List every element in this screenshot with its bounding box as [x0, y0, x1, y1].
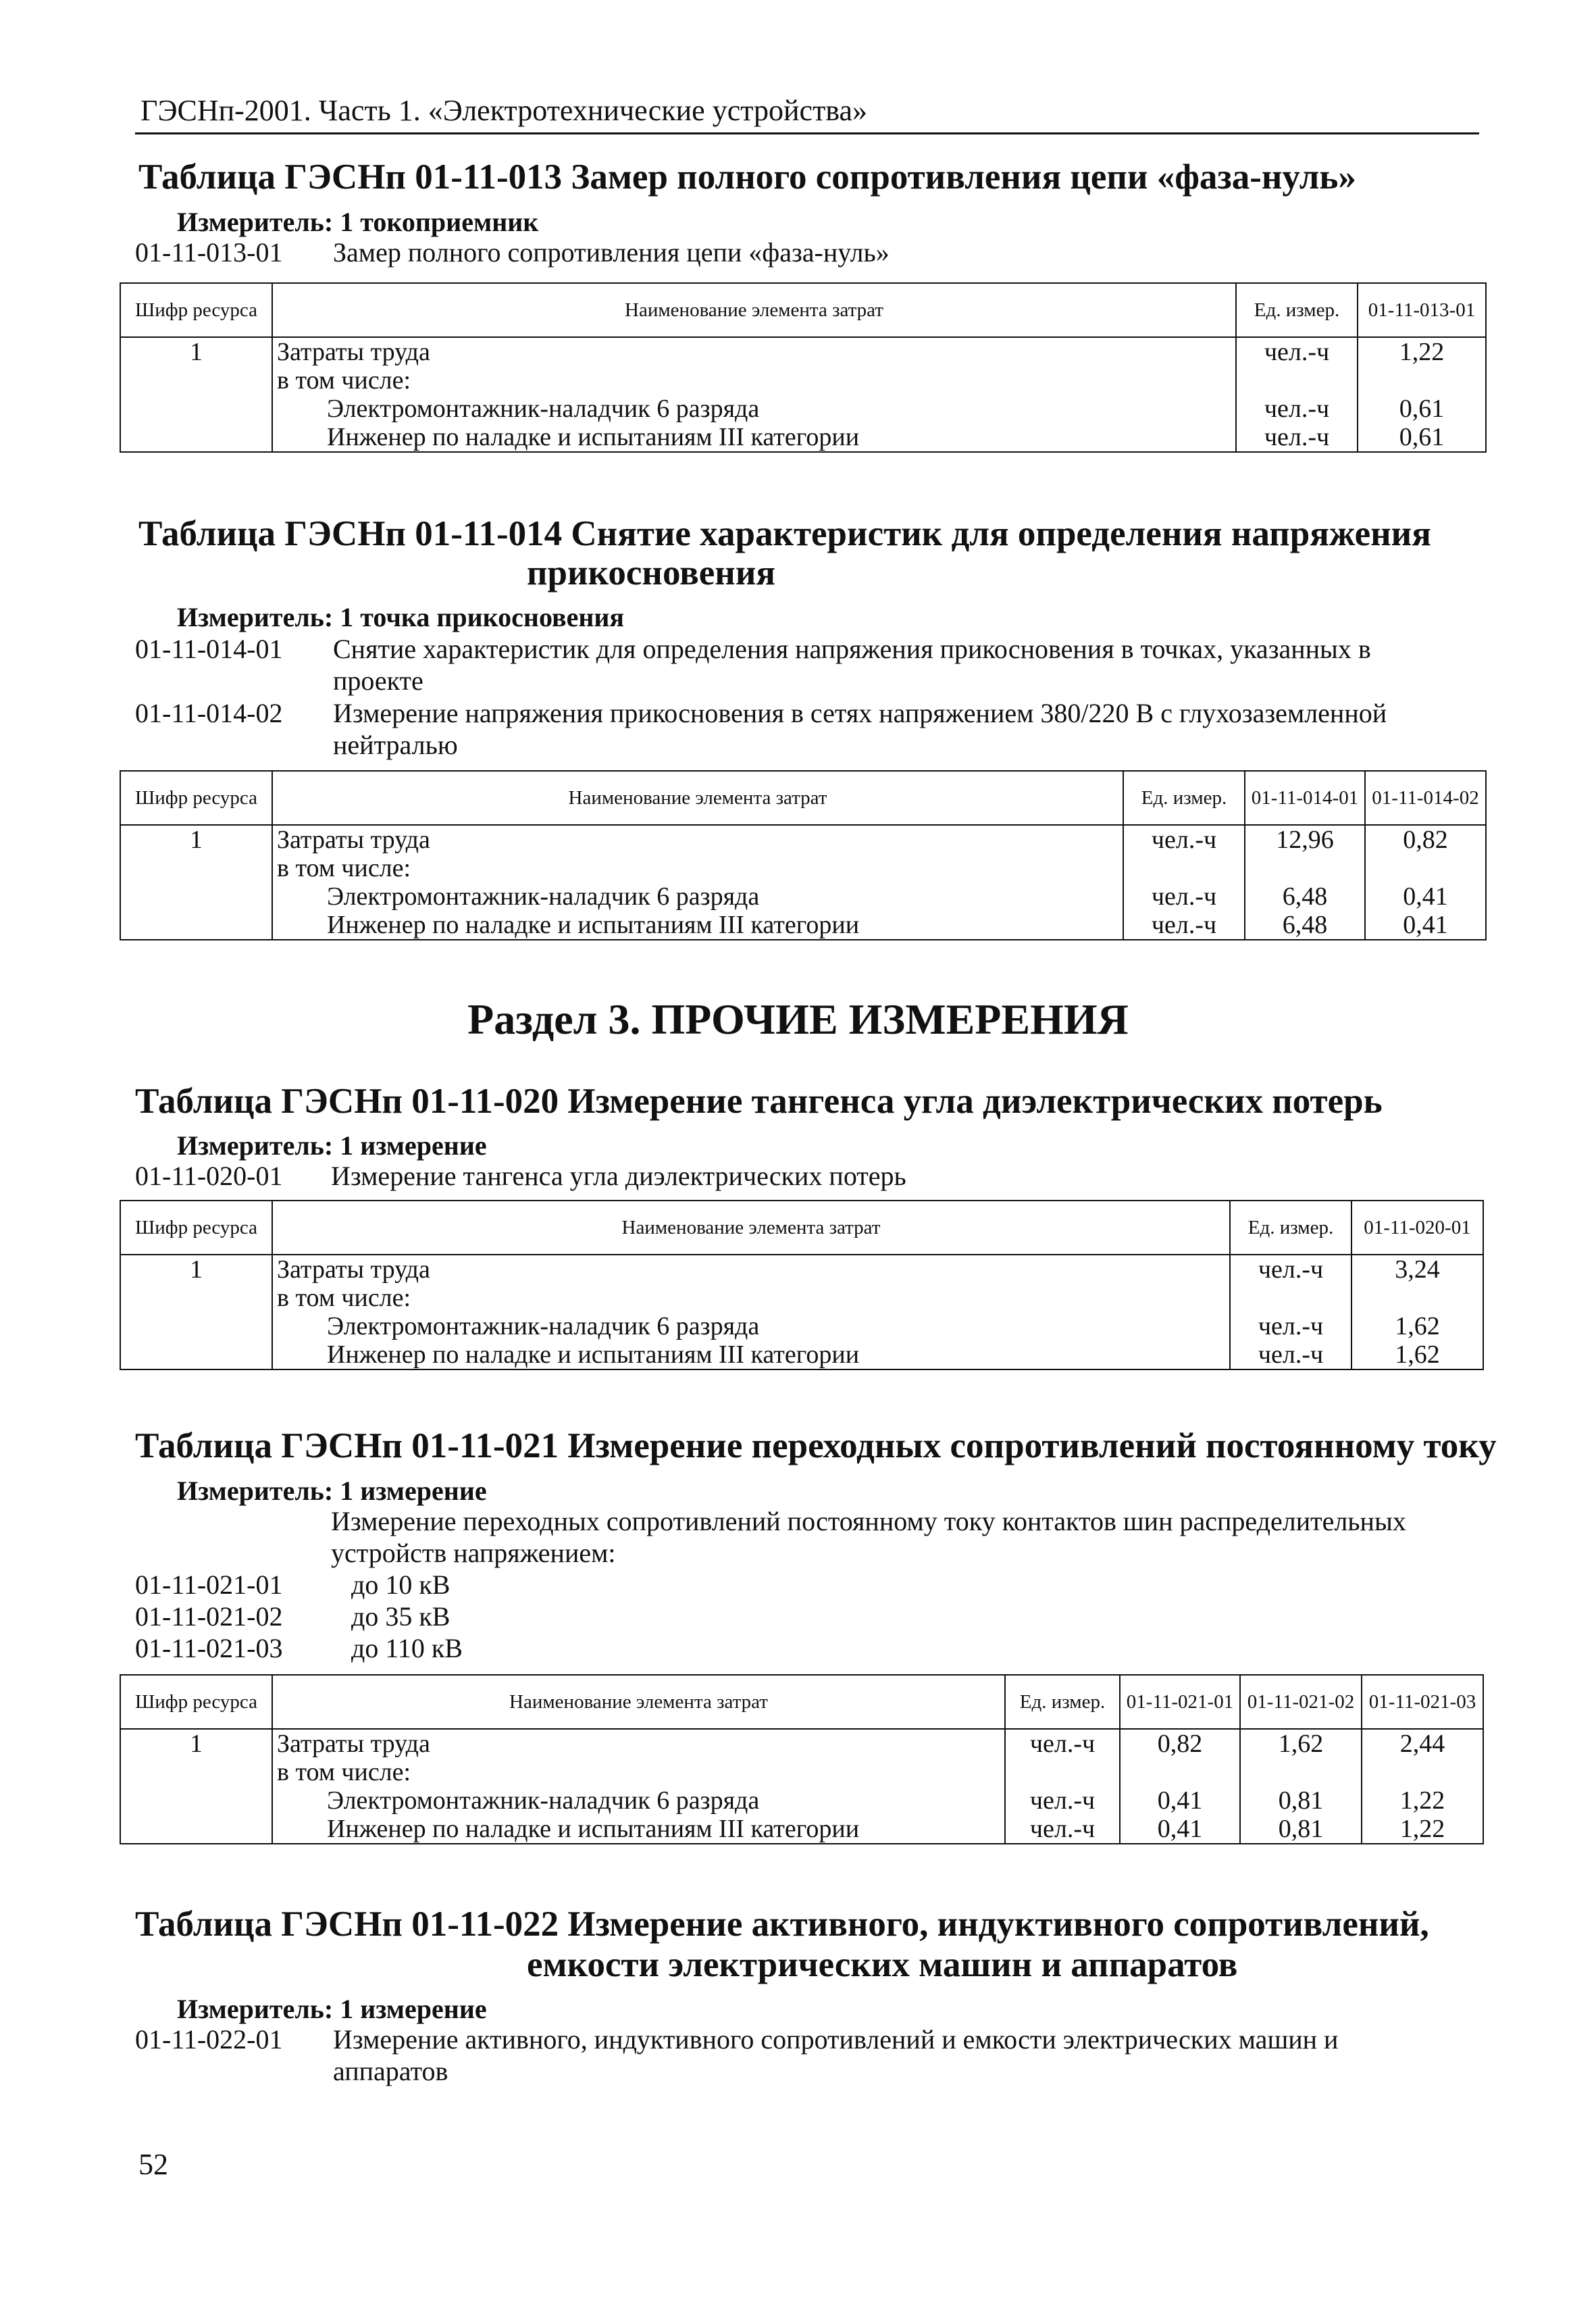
- row-code: [120, 1758, 272, 1786]
- section-title: Раздел 3. ПРОЧИЕ ИЗМЕРЕНИЯ: [467, 995, 1129, 1043]
- row-name: Электромонтажник-наладчик 6 разряда: [272, 1786, 1005, 1815]
- row-unit: чел.-ч: [1005, 1729, 1120, 1758]
- row-value: 0,41: [1365, 911, 1486, 940]
- row-unit: [1123, 854, 1245, 882]
- row-name: Инженер по наладке и испытаниям III категории: [272, 911, 1123, 940]
- row-name: Затраты труда: [272, 825, 1123, 854]
- table-022-item-text: Измерение активного, индуктивного сопротивлений и емкости электрических машин и аппаратов: [333, 2024, 1339, 2086]
- row-unit: чел.-ч: [1236, 423, 1358, 452]
- row-value: 1,22: [1358, 337, 1486, 366]
- row-code: [120, 1815, 272, 1844]
- row-value: 1,62: [1352, 1340, 1483, 1369]
- row-unit: чел.-ч: [1123, 825, 1245, 854]
- row-value: 0,41: [1120, 1786, 1240, 1815]
- table-014-item-code: 01-11-014-01: [135, 634, 283, 664]
- header-unit: Ед. измер.: [1236, 283, 1358, 337]
- header-name: Наименование элемента затрат: [272, 283, 1236, 337]
- table-021-item-code: 01-11-021-02: [135, 1601, 283, 1632]
- row-value: [1358, 366, 1486, 395]
- row-unit: чел.-ч: [1005, 1786, 1120, 1815]
- row-value: [1120, 1758, 1240, 1786]
- row-code: [120, 395, 272, 423]
- row-unit: [1005, 1758, 1120, 1786]
- header-unit: Ед. измер.: [1230, 1201, 1352, 1255]
- row-unit: [1230, 1284, 1352, 1312]
- header-column-code: 01-11-013-01: [1358, 283, 1486, 337]
- header-column-code: 01-11-021-03: [1362, 1675, 1483, 1729]
- table-013-item-text: Замер полного сопротивления цепи «фаза-нуль»: [333, 237, 890, 268]
- table-014-item-code: 01-11-014-02: [135, 698, 283, 728]
- table-014-measurer: Измеритель: 1 точка прикосновения: [177, 602, 625, 632]
- row-code: [120, 1340, 272, 1369]
- row-code: 1: [120, 337, 272, 366]
- table-020-title: Таблица ГЭСНп 01-11-020 Измерение тангенса угла диэлектрических потерь: [135, 1082, 1383, 1121]
- row-value: 1,62: [1240, 1729, 1362, 1758]
- row-name: в том числе:: [272, 854, 1123, 882]
- table-022-item-code: 01-11-022-01: [135, 2024, 283, 2055]
- page-number: 52: [138, 2148, 168, 2181]
- resource-table-014: [120, 770, 1487, 940]
- table-022-title-cont: емкости электрических машин и аппаратов: [527, 1945, 1238, 1984]
- row-value: 0,41: [1365, 882, 1486, 911]
- row-name: Затраты труда: [272, 337, 1236, 366]
- row-code: [120, 1284, 272, 1312]
- header-name: Наименование элемента затрат: [272, 1675, 1005, 1729]
- table-020-item-text: Измерение тангенса угла диэлектрических потерь: [331, 1161, 906, 1191]
- row-name: Инженер по наладке и испытаниям III категории: [272, 1340, 1230, 1369]
- row-value: 12,96: [1245, 825, 1365, 854]
- resource-table-021: [120, 1674, 1484, 1844]
- table-021-title: Таблица ГЭСНп 01-11-021 Измерение переходных сопротивлений постоянному току: [135, 1426, 1497, 1465]
- row-value: [1365, 854, 1486, 882]
- table-014-title: Таблица ГЭСНп 01-11-014 Снятие характеристик для определения напряжения: [138, 514, 1431, 553]
- row-name: Электромонтажник-наладчик 6 разряда: [272, 395, 1236, 423]
- header-column-code: 01-11-021-01: [1120, 1675, 1240, 1729]
- row-unit: чел.-ч: [1230, 1255, 1352, 1284]
- row-code: 1: [120, 1255, 272, 1284]
- row-value: [1245, 854, 1365, 882]
- row-name: Инженер по наладке и испытаниям III категории: [272, 423, 1236, 452]
- row-unit: чел.-ч: [1230, 1312, 1352, 1340]
- table-021-intro: Измерение переходных сопротивлений постоянному току контактов шин распределительных устройств напряжением:: [331, 1506, 1406, 1568]
- row-unit: [1236, 366, 1358, 395]
- row-name: в том числе:: [272, 1284, 1230, 1312]
- header-code: Шифр ресурса: [120, 1201, 272, 1255]
- row-code: [120, 911, 272, 940]
- table-020-item-code: 01-11-020-01: [135, 1161, 283, 1191]
- table-021-item-text: до 110 кВ: [351, 1633, 463, 1663]
- header-unit: Ед. измер.: [1005, 1675, 1120, 1729]
- row-unit: чел.-ч: [1005, 1815, 1120, 1844]
- header-column-code: 01-11-014-01: [1245, 771, 1365, 825]
- table-021-measurer: Измеритель: 1 измерение: [177, 1476, 487, 1506]
- row-value: 0,82: [1365, 825, 1486, 854]
- row-name: Электромонтажник-наладчик 6 разряда: [272, 882, 1123, 911]
- row-value: 6,48: [1245, 882, 1365, 911]
- table-014-item-text: Измерение напряжения прикосновения в сетях напряжением 380/220 В с глухозаземленной нейтралью: [333, 698, 1387, 760]
- row-value: [1362, 1758, 1483, 1786]
- table-013-item-code: 01-11-013-01: [135, 237, 283, 268]
- row-unit: чел.-ч: [1123, 882, 1245, 911]
- header-column-code: 01-11-021-02: [1240, 1675, 1362, 1729]
- row-value: 0,81: [1240, 1815, 1362, 1844]
- row-code: [120, 423, 272, 452]
- row-code: [120, 1786, 272, 1815]
- row-code: [120, 882, 272, 911]
- table-013-measurer: Измеритель: 1 токоприемник: [177, 207, 539, 237]
- row-value: 0,61: [1358, 395, 1486, 423]
- row-value: 1,62: [1352, 1312, 1483, 1340]
- header-name: Наименование элемента затрат: [272, 771, 1123, 825]
- header-unit: Ед. измер.: [1123, 771, 1245, 825]
- row-value: 6,48: [1245, 911, 1365, 940]
- row-value: 1,22: [1362, 1786, 1483, 1815]
- header-code: Шифр ресурса: [120, 771, 272, 825]
- row-unit: чел.-ч: [1236, 337, 1358, 366]
- table-021-item-text: до 35 кВ: [351, 1601, 451, 1632]
- header-code: Шифр ресурса: [120, 283, 272, 337]
- row-unit: чел.-ч: [1236, 395, 1358, 423]
- row-code: 1: [120, 1729, 272, 1758]
- table-022-measurer: Измеритель: 1 измерение: [177, 1994, 487, 2024]
- row-value: 0,82: [1120, 1729, 1240, 1758]
- header-rule: [135, 132, 1479, 134]
- table-020-measurer: Измеритель: 1 измерение: [177, 1130, 487, 1161]
- row-name: Затраты труда: [272, 1255, 1230, 1284]
- table-022-title: Таблица ГЭСНп 01-11-022 Измерение активного, индуктивного сопротивлений,: [135, 1905, 1429, 1944]
- row-value: 2,44: [1362, 1729, 1483, 1758]
- table-013-title: Таблица ГЭСНп 01-11-013 Замер полного сопротивления цепи «фаза-нуль»: [138, 157, 1356, 197]
- running-head: ГЭСНп-2001. Часть 1. «Электротехнические устройства»: [140, 94, 868, 127]
- row-name: в том числе:: [272, 366, 1236, 395]
- table-021-item-code: 01-11-021-01: [135, 1569, 283, 1600]
- table-014-item-text: Снятие характеристик для определения напряжения прикосновения в точках, указанных в проекте: [333, 634, 1371, 696]
- row-code: 1: [120, 825, 272, 854]
- row-unit: чел.-ч: [1123, 911, 1245, 940]
- header-name: Наименование элемента затрат: [272, 1201, 1230, 1255]
- row-code: [120, 366, 272, 395]
- header-code: Шифр ресурса: [120, 1675, 272, 1729]
- row-code: [120, 854, 272, 882]
- resource-table-013: [120, 282, 1487, 453]
- row-value: 0,61: [1358, 423, 1486, 452]
- header-column-code: 01-11-020-01: [1352, 1201, 1483, 1255]
- row-code: [120, 1312, 272, 1340]
- row-name: в том числе:: [272, 1758, 1005, 1786]
- table-021-item-code: 01-11-021-03: [135, 1633, 283, 1663]
- table-014-title-cont: прикосновения: [527, 553, 776, 593]
- row-value: 3,24: [1352, 1255, 1483, 1284]
- row-name: Инженер по наладке и испытаниям III категории: [272, 1815, 1005, 1844]
- row-name: Электромонтажник-наладчик 6 разряда: [272, 1312, 1230, 1340]
- resource-table-020: [120, 1200, 1484, 1370]
- row-unit: чел.-ч: [1230, 1340, 1352, 1369]
- header-column-code: 01-11-014-02: [1365, 771, 1486, 825]
- row-value: 1,22: [1362, 1815, 1483, 1844]
- row-value: 0,81: [1240, 1786, 1362, 1815]
- row-value: [1352, 1284, 1483, 1312]
- table-021-item-text: до 10 кВ: [351, 1569, 451, 1600]
- row-value: 0,41: [1120, 1815, 1240, 1844]
- row-value: [1240, 1758, 1362, 1786]
- row-name: Затраты труда: [272, 1729, 1005, 1758]
